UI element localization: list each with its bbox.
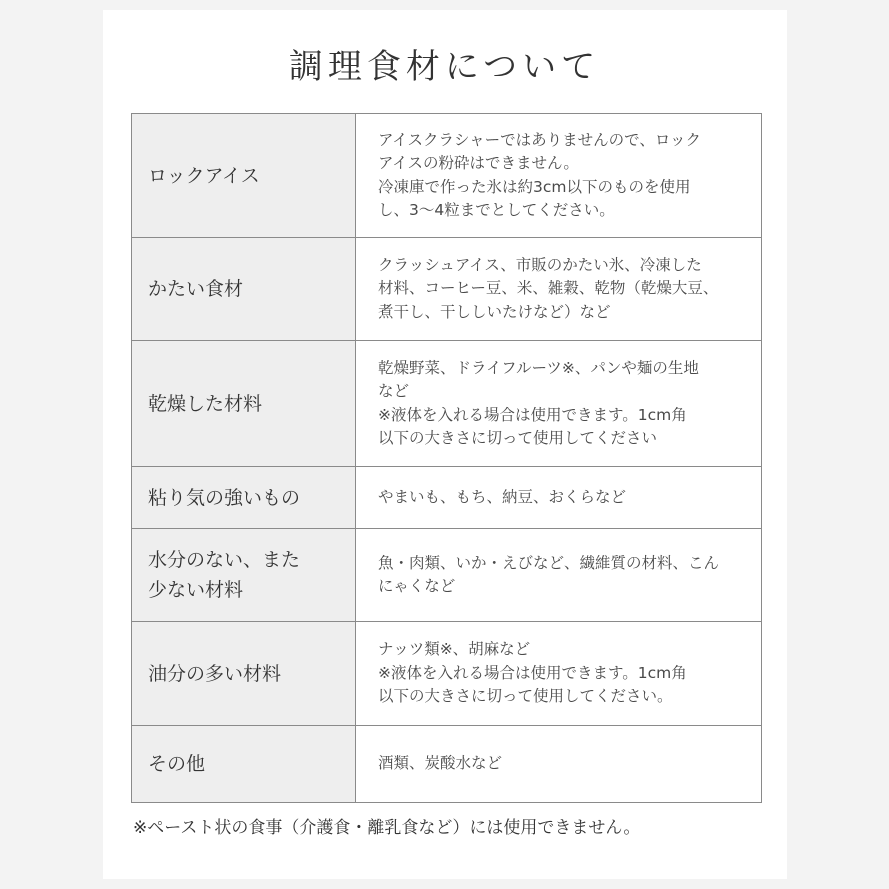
row-label [132, 341, 356, 467]
table-row [132, 529, 762, 622]
description-line: やまいも、もち、納豆、おくらなど [378, 487, 627, 506]
description-line: クラッシュアイス、市販のかたい氷、冷凍した [378, 255, 702, 274]
row-label [132, 726, 356, 803]
row-label-text: その他 [148, 753, 206, 775]
table-row [132, 238, 762, 341]
footnote: ※ペースト状の食事（介護食・離乳食など）には使用できません。 [133, 818, 641, 838]
row-label [132, 467, 356, 529]
row-description [356, 114, 762, 238]
description-line: ※液体を入れる場合は使用できます。1cm角 [378, 405, 687, 424]
row-label-text: 油分の多い材料 [148, 662, 282, 685]
table-row [132, 726, 762, 803]
description-line: し、3〜4粒までとしてください。 [378, 201, 615, 219]
description-line: 酒類、炭酸水など [378, 754, 503, 773]
row-label-text: ロックアイス [148, 164, 260, 187]
row-label [132, 622, 356, 726]
description-line: アイスクラシャーではありませんので、ロック [378, 130, 702, 149]
row-label [132, 529, 356, 622]
table-row [132, 467, 762, 529]
description-line: 魚・肉類、いか・えびなど、繊維質の材料、こん [378, 553, 720, 572]
row-label-text: 水分のない、また [148, 549, 301, 571]
table-row [132, 622, 762, 726]
row-label [132, 238, 356, 341]
row-description [356, 726, 762, 803]
table-row [132, 114, 762, 238]
description-line: 煮干し、干ししいたけなど）など [378, 302, 611, 321]
row-description [356, 238, 762, 341]
ingredients-table [131, 113, 762, 803]
description-line: ※液体を入れる場合は使用できます。1cm角 [378, 663, 687, 682]
row-description [356, 467, 762, 529]
description-line: 以下の大きさに切って使用してください。 [378, 687, 673, 706]
row-label-text: 粘り気の強いもの [148, 486, 301, 509]
row-description [356, 529, 762, 622]
description-line: など [378, 382, 410, 400]
description-line: 乾燥野菜、ドライフルーツ※、パンや麺の生地 [378, 358, 699, 377]
row-label-text: 少ない材料 [148, 579, 244, 601]
page-title: 調理食材について [288, 47, 601, 87]
description-line: 以下の大きさに切って使用してください [378, 429, 658, 447]
description-line: ナッツ類※、胡麻など [378, 640, 531, 659]
description-line: にゃくなど [378, 577, 456, 595]
description-line: アイスの粉砕はできません。 [378, 154, 579, 172]
table-row [132, 341, 762, 467]
row-label-text: かたい食材 [148, 278, 244, 300]
row-label [132, 114, 356, 238]
description-line: 材料、コーヒー豆、米、雑穀、乾物（乾燥大豆、 [378, 279, 719, 298]
description-line: 冷凍庫で作った氷は約3cm以下のものを使用 [378, 177, 691, 196]
row-description [356, 622, 762, 726]
row-label-text: 乾燥した材料 [148, 392, 263, 415]
row-description [356, 341, 762, 467]
